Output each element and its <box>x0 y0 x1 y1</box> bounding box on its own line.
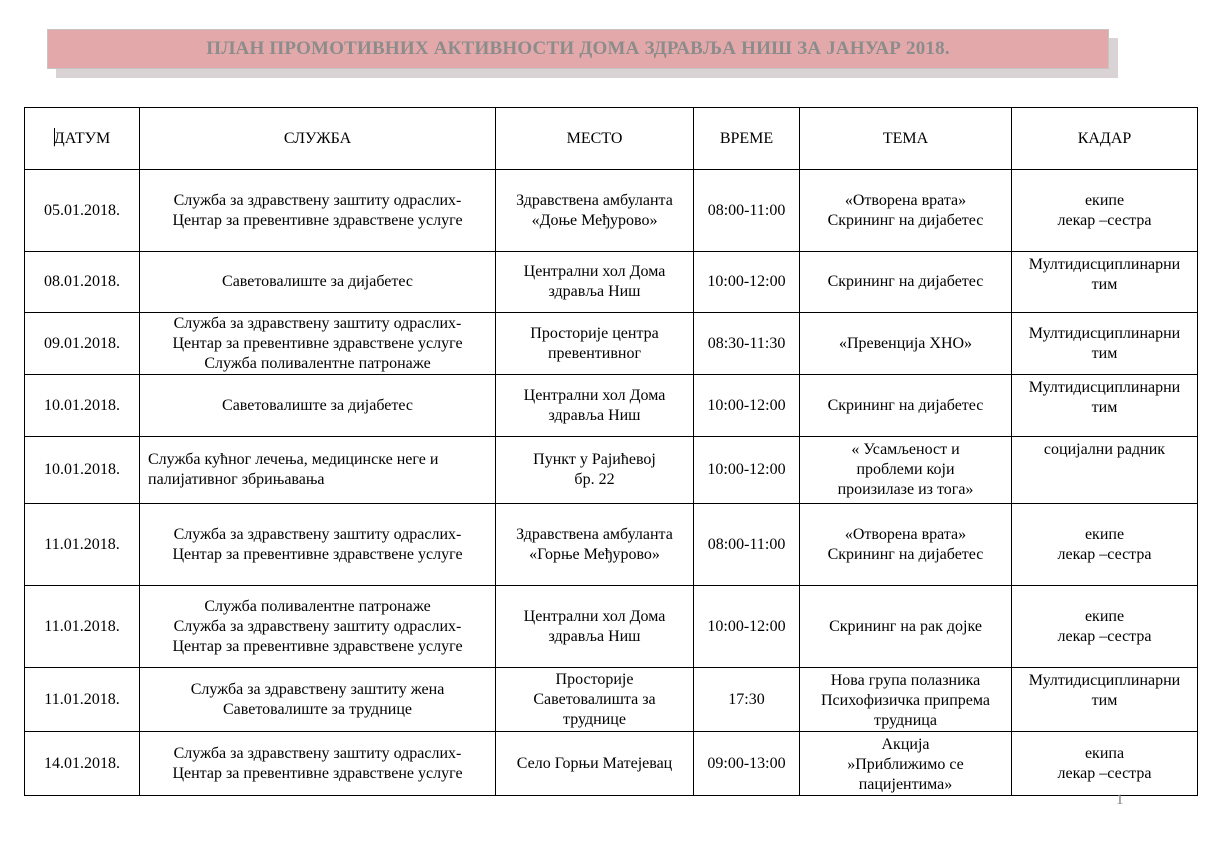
service-line: Служба кућног лечења, медицинске неге и <box>148 451 439 468</box>
service-line: Центар за превентивне здравствене услуге <box>172 334 463 352</box>
column-header-time: ВРЕМЕ <box>694 108 800 170</box>
place-line: Село Горњи Матејевац <box>516 754 673 772</box>
cell-date: 11.01.2018. <box>25 504 140 586</box>
cell-service <box>140 586 496 668</box>
topic-line: проблеми који <box>856 461 955 478</box>
staff-line: Мултидисциплинарни <box>1028 379 1181 396</box>
place-line: «Доње Међурово» <box>531 211 658 229</box>
cell-place <box>496 732 694 796</box>
cell-topic <box>800 375 1012 437</box>
service-line: Служба за здравствену заштиту одраслих- <box>173 617 462 635</box>
cell-date: 14.01.2018. <box>25 732 140 796</box>
place-line: Централни хол Дома <box>523 386 666 404</box>
staff-line: лекар –сестра <box>1057 627 1152 645</box>
place-line: превентивног <box>547 344 642 362</box>
service-line: Центар за превентивне здравствене услуге <box>172 637 463 655</box>
staff-line: екипа <box>1084 744 1125 762</box>
column-header-date <box>25 108 140 170</box>
cell-time: 10:00-12:00 <box>694 375 800 437</box>
table-row <box>25 732 1198 796</box>
table-row <box>25 313 1198 375</box>
cell-topic <box>800 586 1012 668</box>
service-line: Служба за здравствену заштиту одраслих- <box>173 744 462 762</box>
cell-topic <box>800 437 1012 504</box>
cell-time: 08:00-11:00 <box>694 504 800 586</box>
cell-staff <box>1012 504 1198 586</box>
staff-line: Мултидисциплинарни <box>1028 672 1181 689</box>
service-line: Служба за здравствену заштиту одраслих- <box>173 314 462 332</box>
table-row <box>25 375 1198 437</box>
cell-service <box>140 504 496 586</box>
cell-place <box>496 375 694 437</box>
service-line: палијативног збрињавања <box>148 471 325 488</box>
place-line: Пункт у Рајићевој <box>533 451 656 468</box>
cell-staff <box>1012 586 1198 668</box>
staff-line: тим <box>1091 276 1118 293</box>
service-line: Служба за здравствену заштиту одраслих- <box>173 525 462 543</box>
staff-line: лекар –сестра <box>1057 211 1152 229</box>
cell-date: 11.01.2018. <box>25 668 140 732</box>
cell-service <box>140 375 496 437</box>
staff-line: тим <box>1091 692 1118 709</box>
staff-line: тим <box>1091 344 1118 362</box>
staff-line: екипе <box>1084 607 1125 625</box>
page-title: ПЛАН ПРОМОТИВНИХ АКТИВНОСТИ ДОМА ЗДРАВЉА НИШ ЗА ЈАНУАР 2018. <box>47 29 1109 69</box>
place-line: бр. 22 <box>574 471 615 488</box>
table-body <box>25 170 1198 796</box>
table-row <box>25 437 1198 504</box>
column-header-place: МЕСТО <box>496 108 694 170</box>
place-line: Просторије <box>555 670 634 688</box>
topic-line: пацијентима» <box>858 776 953 793</box>
service-line: Центар за превентивне здравствене услуге <box>172 545 463 563</box>
topic-line: Скрининг на рак дојке <box>829 617 982 635</box>
cell-staff <box>1012 375 1198 437</box>
place-line: здравља Ниш <box>548 627 641 645</box>
cell-staff <box>1012 437 1198 504</box>
cell-place <box>496 668 694 732</box>
table-row <box>25 504 1198 586</box>
cell-topic <box>800 504 1012 586</box>
cell-staff <box>1012 252 1198 313</box>
place-line: Здравствена амбуланта <box>516 525 673 543</box>
staff-line: лекар –сестра <box>1057 764 1152 782</box>
page-number: 1 <box>1116 792 1124 808</box>
service-line: Служба поливалентне патронаже <box>204 597 431 615</box>
column-header-date-label: ДАТУМ <box>53 130 111 147</box>
cell-service <box>140 437 496 504</box>
activity-plan-table <box>24 107 1198 796</box>
place-line: Централни хол Дома <box>523 607 666 625</box>
cell-staff <box>1012 732 1198 796</box>
table-row <box>25 252 1198 313</box>
topic-line: произилазе из тога» <box>837 481 974 498</box>
topic-line: Нова група полазника <box>830 672 981 689</box>
cell-date: 05.01.2018. <box>25 170 140 252</box>
cell-service <box>140 668 496 732</box>
topic-line: «Отворена врата» <box>844 525 967 543</box>
cell-time: 08:30-11:30 <box>694 313 800 375</box>
cell-service <box>140 252 496 313</box>
topic-line: « Усамљеност и <box>851 441 960 458</box>
topic-line: Скрининг на дијабетес <box>827 211 984 229</box>
place-line: Саветовалишта за <box>533 690 656 708</box>
cell-topic <box>800 170 1012 252</box>
topic-line: Психофизичка припрема <box>820 692 990 709</box>
staff-line: Мултидисциплинарни <box>1028 256 1181 273</box>
service-line: Центар за превентивне здравствене услуге <box>172 764 463 782</box>
cell-service <box>140 313 496 375</box>
service-line: Саветовалиште за дијабетес <box>222 396 413 414</box>
staff-line: Мултидисциплинарни <box>1028 324 1181 342</box>
place-line: Здравствена амбуланта <box>516 191 673 209</box>
topic-line: Скрининг на дијабетес <box>827 545 984 563</box>
topic-line: Скрининг на дијабетес <box>827 273 984 290</box>
cell-place <box>496 170 694 252</box>
cell-topic <box>800 732 1012 796</box>
table-row <box>25 170 1198 252</box>
cell-topic <box>800 668 1012 732</box>
cell-time: 10:00-12:00 <box>694 586 800 668</box>
table-row <box>25 668 1198 732</box>
place-line: «Горње Међурово» <box>529 545 660 563</box>
topic-line: «Превенција ХНО» <box>838 334 973 352</box>
cell-service <box>140 732 496 796</box>
cell-service <box>140 170 496 252</box>
table-row <box>25 586 1198 668</box>
cell-topic <box>800 313 1012 375</box>
place-line: здравља Ниш <box>548 406 641 424</box>
cell-date: 08.01.2018. <box>25 252 140 313</box>
service-line: Служба за здравствену заштиту одраслих- <box>173 191 462 209</box>
cell-place <box>496 437 694 504</box>
table-header-row <box>25 108 1198 170</box>
cell-topic <box>800 252 1012 313</box>
cell-date: 10.01.2018. <box>25 375 140 437</box>
staff-line: екипе <box>1084 191 1125 209</box>
cell-place <box>496 313 694 375</box>
cell-date: 09.01.2018. <box>25 313 140 375</box>
service-line: Саветовалиште за труднице <box>223 700 412 718</box>
staff-line: лекар –сестра <box>1057 545 1152 563</box>
cell-date: 11.01.2018. <box>25 586 140 668</box>
topic-line: трудница <box>874 712 937 729</box>
cell-staff <box>1012 313 1198 375</box>
service-line: Служба за здравствену заштиту жена <box>190 680 445 698</box>
place-line: Просторије центра <box>530 324 659 342</box>
cell-time: 17:30 <box>694 668 800 732</box>
cell-date: 10.01.2018. <box>25 437 140 504</box>
cell-time: 10:00-12:00 <box>694 252 800 313</box>
cell-staff <box>1012 170 1198 252</box>
staff-line: екипе <box>1084 525 1125 543</box>
cell-place <box>496 252 694 313</box>
service-line: Служба поливалентне патронаже <box>204 354 431 372</box>
topic-line: Скрининг на дијабетес <box>827 396 984 414</box>
service-line: Центар за превентивне здравствене услуге <box>172 211 463 229</box>
staff-line: тим <box>1091 399 1118 416</box>
cell-staff <box>1012 668 1198 732</box>
service-line: Саветовалиште за дијабетес <box>222 273 413 290</box>
column-header-service: СЛУЖБА <box>140 108 496 170</box>
place-line: труднице <box>563 710 626 728</box>
column-header-topic: ТЕМА <box>800 108 1012 170</box>
place-line: здравља Ниш <box>548 283 641 300</box>
place-line: Централни хол Дома <box>523 263 666 280</box>
cell-time: 08:00-11:00 <box>694 170 800 252</box>
column-header-staff: КАДАР <box>1012 108 1198 170</box>
cell-time: 10:00-12:00 <box>694 437 800 504</box>
topic-line: »Приближимо се <box>847 756 964 773</box>
topic-line: Акција <box>881 736 930 753</box>
cell-place <box>496 504 694 586</box>
cell-time: 09:00-13:00 <box>694 732 800 796</box>
topic-line: «Отворена врата» <box>844 191 967 209</box>
cell-place <box>496 586 694 668</box>
staff-line: социјални радник <box>1043 441 1166 458</box>
